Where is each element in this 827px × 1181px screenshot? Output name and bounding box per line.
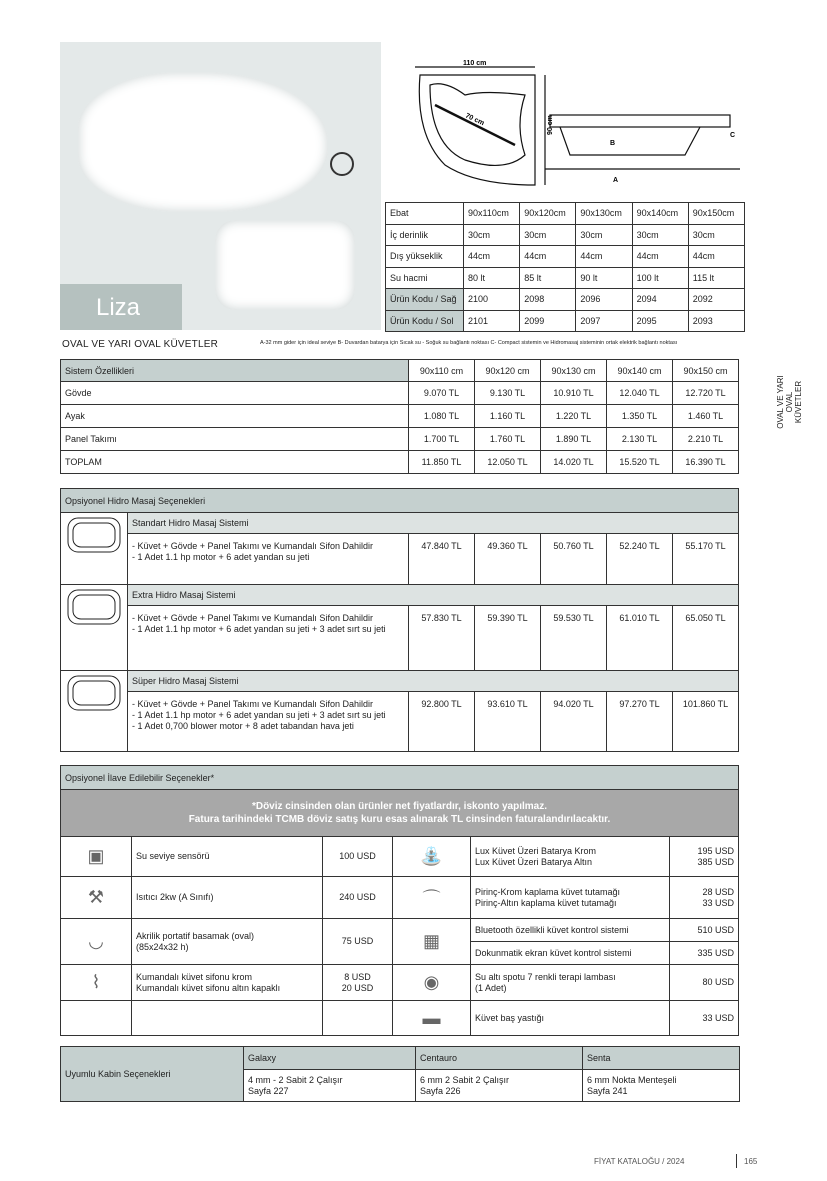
price-value: 1.700 TL: [409, 428, 475, 451]
spec-value: 2097: [576, 310, 632, 332]
spec-value: 44cm: [520, 246, 576, 268]
spec-row: [386, 224, 745, 246]
price-value: 12.720 TL: [673, 382, 739, 405]
connection-note: A-32 mm gider için ideal seviye B- Duvardan batarya için Sıcak su - Soğuk su bağlantı noktası C- Compact sistemin ve Hidromasaj sisteminin ortak elektrik bağlantı noktası: [260, 340, 678, 346]
cabin-page-link: Sayfa 226: [420, 1085, 461, 1096]
size-header: 90x140 cm: [607, 360, 673, 382]
footer-catalog: FİYAT KATALOĞU / 2024: [594, 1157, 685, 1166]
spec-value: 44cm: [688, 246, 744, 268]
hydro-header-row: [61, 489, 739, 513]
spec-value: 90x140cm: [632, 203, 688, 225]
price-row: [61, 451, 739, 474]
option-name: [471, 965, 670, 1001]
option-price: [323, 877, 393, 919]
spec-label: İç derinlik: [386, 224, 464, 246]
spec-label: Ürün Kodu / Sağ: [386, 289, 464, 311]
hydro-system-description: [128, 534, 409, 585]
price-line: 385 USD: [697, 856, 734, 867]
heater-icon: ⚒: [61, 877, 132, 919]
spec-value: 2096: [576, 289, 632, 311]
handle-icon: ⌒: [393, 877, 471, 919]
spec-value: 2100: [464, 289, 520, 311]
massage-layout-icon: [61, 513, 128, 585]
notice-line: Fatura tarihindeki TCMB döviz satış kuru esas alınarak TL cinsinden faturalandırılacaktır.: [188, 814, 611, 825]
option-row: [61, 877, 739, 919]
cabin-page-link: Sayfa 227: [248, 1085, 289, 1096]
hydro-header: Opsiyonel Hidro Masaj Seçenekleri: [61, 489, 739, 513]
cabin-name: Galaxy: [244, 1047, 416, 1070]
hydro-price: 57.830 TL: [409, 606, 475, 671]
spec-value: 90x120cm: [520, 203, 576, 225]
price-label: Ayak: [61, 405, 409, 428]
option-line: Pirinç-Krom kaplama küvet tutamağı: [475, 886, 621, 897]
option-name: [132, 919, 323, 965]
option-row: [61, 919, 739, 942]
option-name: [471, 942, 670, 965]
bathtub-panel-image: [215, 220, 355, 310]
cabin-desc: 4 mm - 2 Sabit 2 Çalışır: [248, 1074, 343, 1085]
price-label: Panel Takımı: [61, 428, 409, 451]
marker-a: A: [613, 177, 619, 184]
sensor-icon: ▣: [61, 837, 132, 877]
description-line: - 1 Adet 0,700 blower motor + 8 adet tabandan hava jeti: [132, 721, 354, 731]
price-line: 195 USD: [697, 845, 734, 856]
price-header-row: [61, 360, 739, 382]
price-value: 1.080 TL: [409, 405, 475, 428]
currency-notice: [61, 790, 739, 837]
option-price: [323, 837, 393, 877]
pillow-icon: ▬: [393, 1001, 471, 1036]
footer-divider: [736, 1154, 737, 1168]
spec-value: 2101: [464, 310, 520, 332]
section-title: OVAL VE YARI OVAL KÜVETLER: [62, 339, 218, 350]
hydro-system-description: [128, 692, 409, 752]
price-line: 80 USD: [702, 977, 734, 987]
size-header: 90x150 cm: [673, 360, 739, 382]
spec-value: 44cm: [464, 246, 520, 268]
options-header: Opsiyonel İlave Edilebilir Seçenekler*: [61, 766, 739, 790]
spec-value: 2095: [632, 310, 688, 332]
bathtub-image: [78, 72, 328, 212]
option-price: [670, 1001, 739, 1036]
hydro-price: 50.760 TL: [541, 534, 607, 585]
technical-drawing: [385, 45, 745, 200]
option-row: [61, 837, 739, 877]
spec-value: 2093: [688, 310, 744, 332]
option-name: [132, 877, 323, 919]
spec-value: 90x110cm: [464, 203, 520, 225]
spec-value: 115 lt: [688, 267, 744, 289]
hydro-price: 61.010 TL: [607, 606, 673, 671]
price-line: 100 USD: [339, 851, 376, 861]
hydro-price: 52.240 TL: [607, 534, 673, 585]
price-value: 15.520 TL: [607, 451, 673, 474]
cabin-table: [60, 1046, 740, 1102]
cabin-desc: 6 mm 2 Sabit 2 Çalışır: [420, 1074, 510, 1085]
diagonal-dimension: 70 cm: [464, 112, 486, 128]
spec-row: [386, 246, 745, 268]
option-price: [670, 877, 739, 919]
price-value: 10.910 TL: [541, 382, 607, 405]
cabin-option[interactable]: [416, 1070, 583, 1102]
price-value: 9.070 TL: [409, 382, 475, 405]
spec-value: 44cm: [632, 246, 688, 268]
cabin-page-link: Sayfa 241: [587, 1085, 628, 1096]
hydro-price: 97.270 TL: [607, 692, 673, 752]
hydro-price: 101.860 TL: [673, 692, 739, 752]
product-name: Liza: [60, 284, 182, 330]
hydro-price: 65.050 TL: [673, 606, 739, 671]
price-row: [61, 428, 739, 451]
hydro-system-name: Extra Hidro Masaj Sistemi: [128, 585, 739, 606]
spec-label: Su hacmi: [386, 267, 464, 289]
price-line: 510 USD: [697, 924, 734, 935]
option-line: Su altı spotu 7 renkli terapi lambası: [475, 971, 616, 982]
description-line: - 1 Adet 1.1 hp motor + 6 adet yandan su jeti: [132, 552, 310, 562]
price-value: 14.020 TL: [541, 451, 607, 474]
hydro-price: 59.530 TL: [541, 606, 607, 671]
hydro-price: 94.020 TL: [541, 692, 607, 752]
price-value: 11.850 TL: [409, 451, 475, 474]
option-name: [471, 837, 670, 877]
option-line: Pirinç-Altın kaplama küvet tutamağı: [475, 897, 617, 908]
description-line: - Küvet + Gövde + Panel Takımı ve Kumandalı Sifon Dahildir: [132, 613, 373, 623]
option-line: Bluetooth özellikli küvet kontrol sistemi: [475, 924, 629, 935]
spec-label: Ebat: [386, 203, 464, 225]
price-row: [61, 382, 739, 405]
hydro-price: 93.610 TL: [475, 692, 541, 752]
spec-value: 90x150cm: [688, 203, 744, 225]
options-header-row: [61, 766, 739, 790]
spec-value: 90 lt: [576, 267, 632, 289]
price-line: 75 USD: [341, 936, 374, 946]
notice-line: *Döviz cinsinden olan ürünler net fiyatlardır, iskonto yapılmaz.: [251, 801, 548, 812]
spec-value: 2092: [688, 289, 744, 311]
hydro-system-name: Süper Hidro Masaj Sistemi: [128, 671, 739, 692]
price-value: 1.350 TL: [607, 405, 673, 428]
faucet-icon: ⛲: [393, 837, 471, 877]
price-value: 1.890 TL: [541, 428, 607, 451]
option-name: [132, 965, 323, 1001]
option-line: Dokunmatik ekran küvet kontrol sistemi: [475, 947, 632, 958]
option-line: Lux Küvet Üzeri Batarya Krom: [475, 845, 597, 856]
size-header: 90x110 cm: [409, 360, 475, 382]
price-value: 2.130 TL: [607, 428, 673, 451]
massage-layout-icon: [61, 671, 128, 752]
empty-cell: [61, 1001, 132, 1036]
option-line: Kumandalı küvet sifonu altın kapaklı: [136, 982, 281, 993]
spec-value: 44cm: [576, 246, 632, 268]
price-value: 1.160 TL: [475, 405, 541, 428]
option-line: Isıtıcı 2kw (A Sınıfı): [136, 892, 214, 902]
hydro-price: 49.360 TL: [475, 534, 541, 585]
certification-logo: [330, 152, 354, 176]
spec-value: 30cm: [464, 224, 520, 246]
spotlight-icon: ◉: [393, 965, 471, 1001]
price-value: 9.130 TL: [475, 382, 541, 405]
spec-value: 100 lt: [632, 267, 688, 289]
price-label: Gövde: [61, 382, 409, 405]
spec-value: 30cm: [632, 224, 688, 246]
hydro-system-row: [61, 692, 739, 752]
siphon-icon: ⌇: [61, 965, 132, 1001]
options-table: [60, 765, 739, 1036]
description-line: - 1 Adet 1.1 hp motor + 6 adet yandan su jeti + 3 adet sırt su jeti: [132, 710, 386, 720]
size-header: 90x130 cm: [541, 360, 607, 382]
option-row: [61, 965, 739, 1001]
price-line: 33 USD: [702, 897, 734, 908]
side-label: OVAL VE YARI OVAL KÜVETLER: [776, 375, 803, 429]
price-table: [60, 359, 739, 474]
currency-banner-row: [61, 790, 739, 837]
price-value: 2.210 TL: [673, 428, 739, 451]
spec-value: 2098: [520, 289, 576, 311]
option-name: [471, 877, 670, 919]
depth-dimension: 90 cm: [547, 115, 554, 135]
marker-c: C: [730, 132, 736, 139]
spec-value: 2099: [520, 310, 576, 332]
option-price: [670, 965, 739, 1001]
price-value: 12.040 TL: [607, 382, 673, 405]
cabin-option[interactable]: [244, 1070, 416, 1102]
price-line: 33 USD: [702, 1012, 734, 1023]
spec-row: [386, 267, 745, 289]
massage-layout-icon: [61, 585, 128, 671]
hydro-system-title-row: [61, 671, 739, 692]
price-line: 20 USD: [341, 982, 374, 993]
option-line: Küvet baş yastığı: [475, 1012, 545, 1023]
option-name: [471, 1001, 670, 1036]
option-name: [132, 837, 323, 877]
spec-row: [386, 310, 745, 332]
price-line: 8 USD: [344, 971, 371, 982]
control-panel-icon: ▦: [393, 919, 471, 965]
price-label: TOPLAM: [61, 451, 409, 474]
spec-value: 2094: [632, 289, 688, 311]
option-price: [670, 919, 739, 942]
step-icon: ◡: [61, 919, 132, 965]
spec-value: 90x130cm: [576, 203, 632, 225]
cabin-option[interactable]: [583, 1070, 740, 1102]
option-row: [61, 1001, 739, 1036]
option-line: Su seviye sensörü: [136, 851, 210, 861]
hydro-system-title-row: [61, 585, 739, 606]
hydro-massage-table: [60, 488, 739, 752]
spec-label: Ürün Kodu / Sol: [386, 310, 464, 332]
option-price: [670, 942, 739, 965]
hydro-price: 59.390 TL: [475, 606, 541, 671]
cabin-label: Uyumlu Kabin Seçenekleri: [61, 1047, 244, 1102]
option-price: [323, 965, 393, 1001]
cabin-name: Senta: [583, 1047, 740, 1070]
width-dimension: 110 cm: [463, 60, 487, 67]
price-line: 335 USD: [697, 947, 734, 958]
cabin-desc: 6 mm Nokta Menteşeli: [587, 1074, 677, 1085]
price-value: 12.050 TL: [475, 451, 541, 474]
price-value: 1.760 TL: [475, 428, 541, 451]
size-header: 90x120 cm: [475, 360, 541, 382]
spec-row: [386, 289, 745, 311]
option-line: Akrilik portatif basamak (oval): [136, 930, 255, 941]
option-line: (1 Adet): [475, 982, 507, 993]
spec-row: [386, 203, 745, 225]
option-price: [323, 919, 393, 965]
empty-cell: [323, 1001, 393, 1036]
hydro-price: 92.800 TL: [409, 692, 475, 752]
option-name: [471, 919, 670, 942]
description-line: - Küvet + Gövde + Panel Takımı ve Kumandalı Sifon Dahildir: [132, 541, 373, 551]
empty-cell: [132, 1001, 323, 1036]
hydro-system-description: [128, 606, 409, 671]
option-line: (85x24x32 h): [136, 941, 189, 952]
option-price: [670, 837, 739, 877]
spec-value: 80 lt: [464, 267, 520, 289]
spec-value: 30cm: [520, 224, 576, 246]
spec-table: [385, 202, 745, 332]
price-line: 240 USD: [339, 892, 376, 902]
description-line: - 1 Adet 1.1 hp motor + 6 adet yandan su jeti + 3 adet sırt su jeti: [132, 624, 386, 634]
hydro-system-name: Standart Hidro Masaj Sistemi: [128, 513, 739, 534]
hydro-system-row: [61, 534, 739, 585]
spec-value: 30cm: [576, 224, 632, 246]
price-value: 1.220 TL: [541, 405, 607, 428]
spec-label: Dış yükseklik: [386, 246, 464, 268]
description-line: - Küvet + Gövde + Panel Takımı ve Kumandalı Sifon Dahildir: [132, 699, 373, 709]
price-value: 16.390 TL: [673, 451, 739, 474]
price-value: 1.460 TL: [673, 405, 739, 428]
option-line: Lux Küvet Üzeri Batarya Altın: [475, 856, 593, 867]
option-line: Kumandalı küvet sifonu krom: [136, 971, 253, 982]
spec-value: 85 lt: [520, 267, 576, 289]
marker-b: B: [610, 140, 616, 147]
cabin-header-row: [61, 1047, 740, 1070]
price-line: 28 USD: [702, 886, 734, 897]
cabin-name: Centauro: [416, 1047, 583, 1070]
price-header: Sistem Özellikleri: [61, 360, 409, 382]
hydro-price: 55.170 TL: [673, 534, 739, 585]
price-row: [61, 405, 739, 428]
hydro-system-title-row: [61, 513, 739, 534]
hydro-price: 47.840 TL: [409, 534, 475, 585]
hydro-system-row: [61, 606, 739, 671]
page-number: 165: [744, 1157, 758, 1166]
spec-value: 30cm: [688, 224, 744, 246]
